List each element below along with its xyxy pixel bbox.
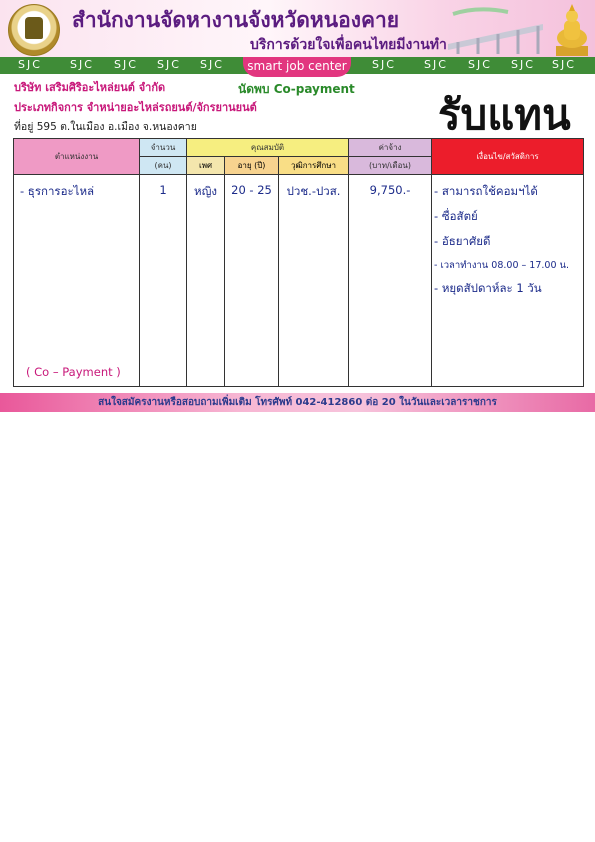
- business-type: ประเภทกิจการ จำหน่ายอะไหล่รถยนต์/จักรยานยนต์: [14, 101, 257, 114]
- sjc-label: SJC: [468, 58, 492, 71]
- header-wage-unit: (บาท/เดือน): [349, 157, 432, 175]
- department-seal-logo: [8, 4, 60, 56]
- replacement-banner-word: รับแทน: [438, 90, 571, 139]
- sjc-label: SJC: [424, 58, 448, 71]
- copayment-note: ( Co – Payment ): [26, 365, 121, 379]
- org-title: สำนักงานจัดหางานจังหวัดหนองคาย: [72, 8, 400, 32]
- header-age: อายุ (ปี): [225, 157, 279, 175]
- age-cell: 20 - 25: [225, 175, 279, 387]
- wage-cell: 9,750.-: [349, 175, 432, 387]
- header-position: ตำแหน่งงาน: [14, 139, 140, 175]
- header-count: จำนวน: [140, 139, 187, 157]
- buddha-statue-icon: [552, 2, 592, 56]
- education-cell: ปวช.-ปวส.: [279, 175, 349, 387]
- company-name: บริษัท เสริมศิริอะไหล่ยนต์ จำกัด: [14, 81, 166, 94]
- copayment-tag: นัดพบ Co-payment: [238, 82, 355, 96]
- sjc-label: SJC: [70, 58, 94, 71]
- sex-cell: หญิง: [187, 175, 225, 387]
- org-subtitle: บริการด้วยใจเพื่อคนไทยมีงานทำ: [250, 37, 447, 53]
- position-cell: [14, 175, 140, 387]
- table-row: [14, 175, 584, 387]
- position-title: - ธุรการอะไหล่: [20, 184, 95, 198]
- smart-job-center-badge: smart job center: [243, 57, 351, 77]
- header-count-unit: (คน): [140, 157, 187, 175]
- header-qualifications: คุณสมบัติ: [187, 139, 349, 157]
- sjc-label: SJC: [18, 58, 42, 71]
- header-banner: [0, 0, 595, 57]
- condition-item: - ซื่อสัตย์: [434, 209, 478, 223]
- bridge-illustration-icon: [448, 4, 543, 54]
- condition-item: - เวลาทำงาน 08.00 – 17.00 น.: [434, 260, 570, 271]
- sjc-label: SJC: [372, 58, 396, 71]
- condition-item: - สามารถใช้คอมฯได้: [434, 184, 538, 198]
- contact-footer: สนใจสมัครงานหรือสอบถามเพิ่มเติม โทรศัพท์ 042-412860 ต่อ 20 ในวันและเวลาราชการ: [0, 393, 595, 412]
- condition-item: - หยุดสัปดาห์ละ 1 วัน: [434, 281, 542, 295]
- condition-item: - อัธยาศัยดี: [434, 234, 491, 248]
- company-address: ที่อยู่ 595 ต.ในเมือง อ.เมือง จ.หนองคาย: [14, 121, 197, 133]
- header-wage: ค่าจ้าง: [349, 139, 432, 157]
- header-sex: เพศ: [187, 157, 225, 175]
- sjc-label: SJC: [511, 58, 535, 71]
- count-cell: 1: [140, 175, 187, 387]
- header-education: วุฒิการศึกษา: [279, 157, 349, 175]
- sjc-label: SJC: [114, 58, 138, 71]
- sjc-label: SJC: [157, 58, 181, 71]
- sjc-label: SJC: [552, 58, 576, 71]
- job-table: [13, 138, 584, 387]
- header-conditions: เงื่อนไข/สวัสดิการ: [432, 139, 584, 175]
- sjc-label: SJC: [200, 58, 224, 71]
- conditions-cell: [432, 175, 584, 387]
